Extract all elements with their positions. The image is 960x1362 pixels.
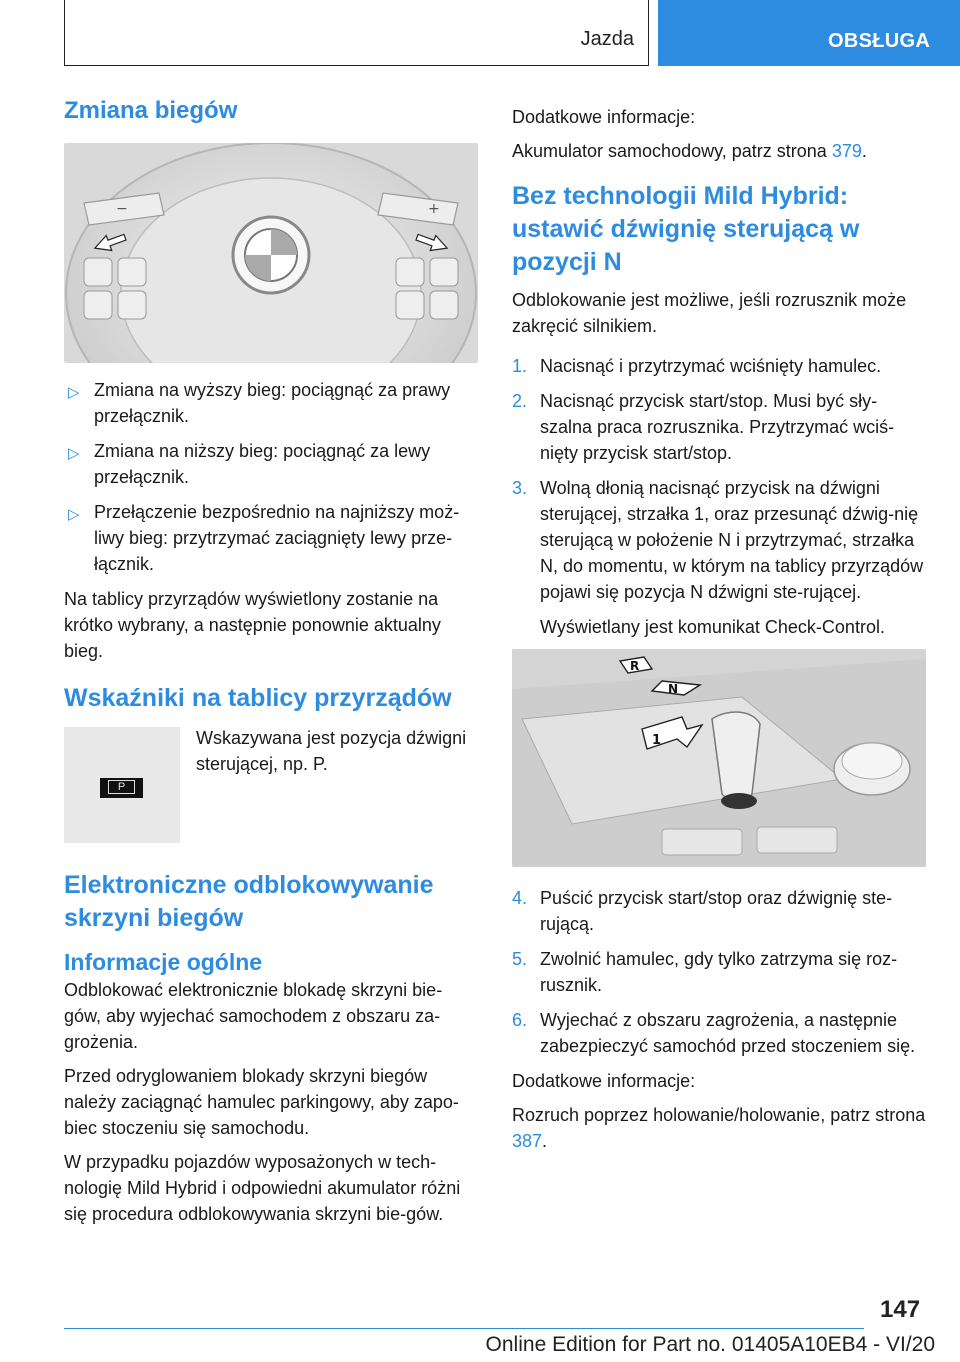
park-indicator-icon: P bbox=[108, 780, 135, 794]
footer-divider bbox=[64, 1328, 864, 1329]
indicator-row bbox=[64, 725, 478, 847]
header-section-label: Jazda bbox=[580, 28, 634, 50]
paragraph: Odblokowanie jest możliwe, jeśli rozrusznik może zakręcić silnikiem. bbox=[512, 290, 907, 336]
list-item: ▷ Przełączenie bezpośrednio na najniższy moż-liwy bieg: przytrzymać zaciągnięty lewy prze-łącznik. bbox=[68, 502, 460, 574]
paragraph: W przypadku pojazdów wyposażonych w tech-nologię Mild Hybrid i odpowiedni akumulator różni się procedura odblokowywania skrzyni bie-gów. bbox=[64, 1152, 461, 1224]
figure-label-n: N bbox=[668, 682, 679, 696]
figure-label-arrow-1: 1 bbox=[652, 733, 662, 748]
unlock-steps-b bbox=[512, 885, 926, 1059]
bullet-triangle-icon: ▷ bbox=[68, 445, 80, 462]
gear-change-bullets bbox=[64, 377, 478, 577]
left-column bbox=[64, 95, 478, 1235]
figure-label-r: R bbox=[630, 659, 640, 673]
bullet-triangle-icon: ▷ bbox=[68, 506, 80, 523]
steering-wheel-illustration bbox=[64, 143, 478, 363]
header-chapter-label: OBSŁUGA bbox=[828, 30, 931, 52]
list-item: ▷ Zmiana na wyższy bieg: pociągnąć za prawy przełącznik. bbox=[68, 380, 451, 426]
list-item: 6. Wyjechać z obszaru zagrożenia, a następnie zabezpieczyć samochód przed stoczeniem się. bbox=[512, 1010, 916, 1056]
svg-text:+: + bbox=[428, 201, 440, 217]
page-link[interactable]: 379 bbox=[831, 141, 862, 161]
list-item: 2. Nacisnąć przycisk start/stop. Musi być sły-szalna praca rozrusznika. Przytrzymać wciś-nięty przycisk start/stop. bbox=[512, 391, 895, 463]
bullet-triangle-icon: ▷ bbox=[68, 384, 80, 401]
header-chapter-tab bbox=[658, 0, 960, 66]
indicator-description: Wskazywana jest pozycja dźwigni sterującej, np. P. bbox=[196, 728, 467, 774]
info-reference: Akumulator samochodowy, patrz strona 379. bbox=[512, 141, 867, 161]
footer-edition: Online Edition for Part no. 01405A10EB4 - VI/20 bbox=[485, 1333, 935, 1356]
header-section-box bbox=[64, 0, 649, 66]
paragraph: Odblokować elektronicznie blokadę skrzyni bie-gów, aby wyjechać samochodem z obszaru za-grożenia. bbox=[64, 980, 443, 1052]
gear-indicator-symbol bbox=[64, 727, 180, 843]
heading-indicators: Wskaźniki na tablicy przyrządów bbox=[64, 684, 452, 712]
info-reference: Rozruch poprzez holowanie/holowanie, patrz strona 387. bbox=[512, 1105, 926, 1151]
info-label: Dodatkowe informacje: bbox=[512, 1071, 696, 1091]
page-number: 147 bbox=[880, 1296, 921, 1323]
right-column bbox=[512, 104, 926, 1162]
page-link[interactable]: 387 bbox=[512, 1131, 543, 1151]
list-item: 1. Nacisnąć i przytrzymać wciśnięty hamulec. bbox=[512, 356, 882, 376]
heading-gear-change: Zmiana biegów bbox=[64, 97, 238, 124]
heading-no-mild-hybrid: Bez technologii Mild Hybrid: ustawić dźwignię sterującą w pozycji N bbox=[512, 182, 860, 276]
list-item: 3. Wolną dłonią nacisnąć przycisk na dźwigni sterującej, strzałka 1, oraz przesunąć dźwig-nię sterującą w położenie N i przytrzymać, strzałka N, do momentu, w którym na tablicy przyrządów pojawi się pozycja N dźwigni ste-rującej. Wyświetlany jest komunikat Check-Control. bbox=[512, 475, 926, 640]
list-item: 5. Zwolnić hamulec, gdy tylko zatrzyma się roz-rusznik. bbox=[512, 949, 898, 995]
subheading-general-info: Informacje ogólne bbox=[64, 949, 263, 975]
svg-text:−: − bbox=[116, 201, 128, 217]
check-control-note: Wyświetlany jest komunikat Check-Control. bbox=[540, 617, 885, 637]
unlock-steps-a bbox=[512, 353, 926, 640]
paragraph: Przed odryglowaniem blokady skrzyni biegów należy zaciągnąć hamulec parkingowy, aby zapo-biec stoczeniu się samochodu. bbox=[64, 1066, 459, 1138]
heading-electronic-unlock: Elektroniczne odblokowywanie skrzyni biegów bbox=[64, 871, 434, 932]
paragraph: Na tablicy przyrządów wyświetlony zostanie na krótko wybrany, a następnie ponownie aktualny bieg. bbox=[64, 589, 441, 661]
info-label: Dodatkowe informacje: bbox=[512, 107, 696, 127]
list-item: 4. Puścić przycisk start/stop oraz dźwignię ste-rującą. bbox=[512, 888, 893, 934]
gear-selector-illustration bbox=[512, 649, 926, 867]
list-item: ▷ Zmiana na niższy bieg: pociągnąć za lewy przełącznik. bbox=[68, 441, 431, 487]
